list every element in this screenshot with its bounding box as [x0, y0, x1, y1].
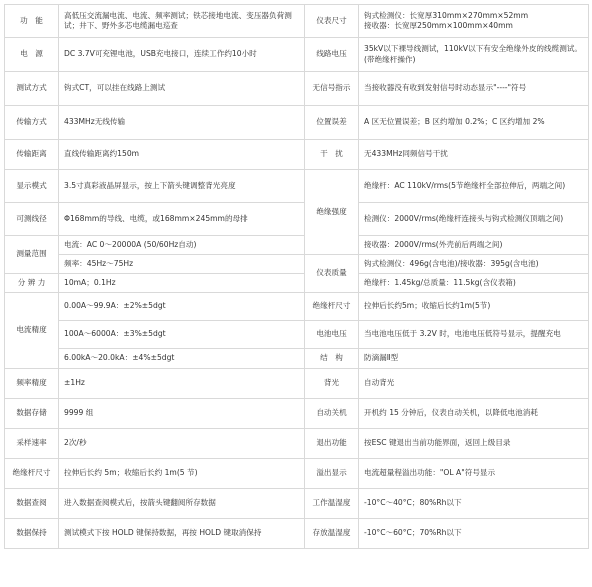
autooff-value: 开机约 15 分钟后，仪表自动关机，以降低电池消耗 — [359, 399, 589, 429]
power-label: 电 源 — [5, 38, 59, 72]
size-value — [359, 5, 589, 38]
table-row — [5, 255, 589, 274]
intf-label: 干 扰 — [305, 140, 359, 170]
rate-label: 采样速率 — [5, 429, 59, 459]
table-row — [5, 399, 589, 429]
acc-value-3: 6.00kA～20.0kA：±4%±5dgt — [59, 349, 305, 369]
ins-label: 绝缘强度 — [305, 170, 359, 255]
table-row — [5, 349, 589, 369]
autooff-label: 自动关机 — [305, 399, 359, 429]
freqacc-value: ±1Hz — [59, 369, 305, 399]
rate-value: 2次/秒 — [59, 429, 305, 459]
mass-value-1: 钩式检测仪：496g(含电池)/接收器：395g(含电池) — [359, 255, 589, 274]
display-value: 3.5寸真彩液晶屏显示，按上下箭头键调整背光亮度 — [59, 170, 305, 203]
ins-value-3: 接收器：2000V/rms(外壳前后两端之间) — [359, 236, 589, 255]
line-label: 线路电压 — [305, 38, 359, 72]
hold-label: 数据保持 — [5, 519, 59, 549]
freqacc-label: 频率精度 — [5, 369, 59, 399]
exit-value: 按ESC 键退出当前功能界面，返回上级目录 — [359, 429, 589, 459]
hold-value: 测试模式下按 HOLD 键保持数据，再按 HOLD 键取消保持 — [59, 519, 305, 549]
mass-value-2: 绝缘杆：1.45kg/总质量：11.5kg(含仪表箱) — [359, 274, 589, 293]
func-value: 高低压交流漏电流、电流、频率测试；铁芯接地电流、变压器负荷测试；井下、野外多芯电缆漏电巡查 — [59, 5, 305, 38]
struct-value: 防滴漏Ⅱ型 — [359, 349, 589, 369]
acc-label: 电流精度 — [5, 293, 59, 369]
rod-value: 拉伸后长约 5m；收缩后长约 1m(5 节) — [59, 459, 305, 489]
acc-value-1: 0.00A～99.9A：±2%±5dgt — [59, 293, 305, 321]
display-label: 显示模式 — [5, 170, 59, 203]
pos-value: A 区无位置误差；B 区约增加 0.2%；C 区约增加 2% — [359, 106, 589, 140]
query-value: 进入数据查阅模式后，按箭头键翻阅所存数据 — [59, 489, 305, 519]
table-row — [5, 203, 589, 236]
spec-table — [4, 4, 589, 549]
power-value: DC 3.7V可充锂电池，USB充电接口，连续工作约10小时 — [59, 38, 305, 72]
ins-value-1: 绝缘杆：AC 110kV/rms(5节绝缘杆全部拉伸后，两端之间) — [359, 170, 589, 203]
method-value: 钩式CT，可以挂在线路上测试 — [59, 72, 305, 106]
batt-label: 电池电压 — [305, 321, 359, 349]
line-value: 35kV以下裸导线测试，110kV以下有安全绝缘外皮的线缆测试。(带绝缘杆操作) — [359, 38, 589, 72]
range-label: 测量范围 — [5, 236, 59, 274]
store-label: 数据存储 — [5, 399, 59, 429]
intf-value: 无433MHz同频信号干扰 — [359, 140, 589, 170]
storage-label: 存放温湿度 — [305, 519, 359, 549]
wire-value: Φ168mm的导线、电缆，或168mm×245mm的母排 — [59, 203, 305, 236]
table-row — [5, 274, 589, 293]
struct-label: 结 构 — [305, 349, 359, 369]
overflow-value: 电流超量程溢出功能："OL A"符号显示 — [359, 459, 589, 489]
ins-value-2: 检测仪：2000V/rms(绝缘杆连接头与钩式检测仪顶端之间) — [359, 203, 589, 236]
table-row — [5, 293, 589, 321]
mass-label: 仪表质量 — [305, 255, 359, 293]
size-line-1: 钩式检测仪：长宽厚310mm×270mm×52mm — [364, 10, 529, 20]
wire-label: 可测线径 — [5, 203, 59, 236]
work-label: 工作温湿度 — [305, 489, 359, 519]
method-label: 测试方式 — [5, 72, 59, 106]
range-current: 电流：AC 0～20000A (50/60Hz自动) — [59, 236, 305, 255]
trans-label: 传输方式 — [5, 106, 59, 140]
dist-value: 直线传输距离约150m — [59, 140, 305, 170]
backlight-value: 自动背光 — [359, 369, 589, 399]
rodsize-label: 绝缘杆尺寸 — [305, 293, 359, 321]
table-row — [5, 429, 589, 459]
acc-value-2: 100A～6000A：±3%±5dgt — [59, 321, 305, 349]
store-value: 9999 组 — [59, 399, 305, 429]
range-freq: 频率：45Hz～75Hz — [59, 255, 305, 274]
table-row — [5, 170, 589, 203]
table-row — [5, 5, 589, 38]
table-row — [5, 369, 589, 399]
rod-label: 绝缘杆尺寸 — [5, 459, 59, 489]
backlight-label: 背光 — [305, 369, 359, 399]
query-label: 数据查阅 — [5, 489, 59, 519]
table-row — [5, 38, 589, 72]
overflow-label: 溢出显示 — [305, 459, 359, 489]
table-row — [5, 321, 589, 349]
batt-value: 当电池电压低于 3.2V 时，电池电压低符号显示，提醒充电 — [359, 321, 589, 349]
exit-label: 退出功能 — [305, 429, 359, 459]
table-row — [5, 72, 589, 106]
table-row — [5, 236, 589, 255]
table-row — [5, 140, 589, 170]
size-label: 仪表尺寸 — [305, 5, 359, 38]
table-row — [5, 106, 589, 140]
res-value: 10mA；0.1Hz — [59, 274, 305, 293]
storage-value: -10°C～60°C；70%Rh以下 — [359, 519, 589, 549]
dist-label: 传输距离 — [5, 140, 59, 170]
table-row — [5, 519, 589, 549]
func-label: 功 能 — [5, 5, 59, 38]
table-row — [5, 459, 589, 489]
nosig-value: 当接收器没有收到发射信号时动态显示"----"符号 — [359, 72, 589, 106]
trans-value: 433MHz无线传输 — [59, 106, 305, 140]
rodsize-value: 拉伸后长约5m；收缩后长约1m(5节) — [359, 293, 589, 321]
size-line-2: 接收器：长宽厚250mm×100mm×40mm — [364, 21, 513, 30]
nosig-label: 无信号指示 — [305, 72, 359, 106]
table-row — [5, 489, 589, 519]
res-label: 分 辨 力 — [5, 274, 59, 293]
pos-label: 位置误差 — [305, 106, 359, 140]
work-value: -10°C～40°C；80%Rh以下 — [359, 489, 589, 519]
